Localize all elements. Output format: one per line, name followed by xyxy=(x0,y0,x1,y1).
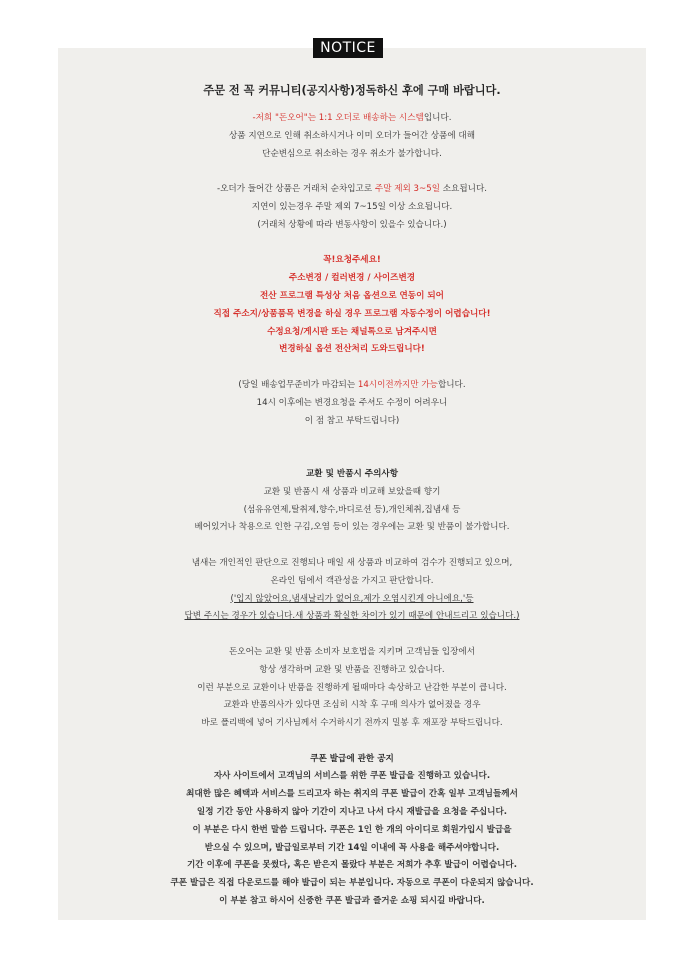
request-notice-line: 전산 프로그램 특성상 처음 옵션으로 연동이 되어 xyxy=(260,290,444,301)
deadline-line xyxy=(58,377,646,395)
request-notice-line: 꼭!요청주세요! xyxy=(323,255,381,266)
deadline-line: 14시 이후에는 변경요청을 주셔도 수정이 어려우니 xyxy=(256,397,448,408)
exchange-section-title: 교환 및 반품시 주의사항 xyxy=(306,468,398,479)
exchange-line: (섬유유연제,탈취제,향수,바디로션 등),개인체취,집냄새 등 xyxy=(243,504,461,515)
exchange-line: 항상 생각하며 교환 및 반품을 진행하고 있습니다. xyxy=(259,664,445,675)
exchange-line: 냄새는 개인적인 판단으로 진행되나 매일 새 상품과 비교하여 검수가 진행되고 있으며, xyxy=(191,557,513,568)
delivery-time-line xyxy=(58,181,646,199)
notice-badge: NOTICE xyxy=(313,38,383,58)
delivery-delay-line: 지연이 있는경우 주말 제외 7~15일 이상 소요됩니다. xyxy=(251,201,453,212)
exchange-line: 베어있거나 착용으로 인한 구김,오염 등이 있는 경우에는 교환 및 반품이 불가합니다. xyxy=(194,522,510,533)
notice-content xyxy=(58,82,646,911)
notice-panel xyxy=(58,48,646,920)
exchange-line: 이런 부분으로 교환이나 반품을 진행하게 될때마다 속상하고 난감한 부분이 큽니다. xyxy=(197,682,507,693)
coupon-line: 기간 이후에 쿠폰을 못썼다, 혹은 받은지 몰랐다 부분은 저희가 추후 발급이 어렵습니다. xyxy=(187,860,517,871)
exchange-line: 온라인 팀에서 객관성을 가지고 판단합니다. xyxy=(270,575,434,586)
exchange-line: 교환과 반품의사가 있다면 조심히 시착 후 구매 의사가 없어졌을 경우 xyxy=(223,700,481,711)
coupon-line: 받으실 수 있으며, 발급일로부터 기간 14일 이내에 꼭 사용을 해주셔야합니다. xyxy=(204,842,500,853)
request-notice-line: 직접 주소지/상품품목 변경을 하실 경우 프로그램 자동수정이 어렵습니다! xyxy=(213,308,491,319)
delivery-time-text: 소요됩니다. xyxy=(440,184,487,195)
delivery-time-highlight: 주말 제외 3~5일 xyxy=(374,184,440,195)
coupon-section-title: 쿠폰 발급에 관한 공지 xyxy=(310,753,394,764)
coupon-line: 쿠폰 발급은 직접 다운로드를 해야 발급이 되는 부분입니다. 자동으로 쿠폰이 다운되지 않습니다. xyxy=(170,878,534,889)
cancel-policy-line: 상품 지연으로 인해 취소하시거나 이미 오더가 들어간 상품에 대해 xyxy=(229,130,475,141)
notice-headline: 주문 전 꼭 커뮤니티(공지사항)정독하신 후에 구매 바랍니다. xyxy=(203,84,501,97)
exchange-line: 교환 및 반품시 새 상품과 비교해 보았을때 향기 xyxy=(263,486,441,497)
deadline-highlight: 14시이전까지만 가능 xyxy=(357,379,438,390)
system-notice-highlight: -저희 "돈오어"는 1:1 오더로 배송하는 시스템 xyxy=(252,113,424,123)
coupon-line: 이 부분은 다시 한번 말씀 드립니다. 쿠폰은 1인 한 개의 아이디로 회원가입시 발급을 xyxy=(192,824,512,835)
request-notice-line: 주소변경 / 컬러변경 / 사이즈변경 xyxy=(288,273,416,284)
deadline-text: (당일 배송업무준비가 마감되는 xyxy=(238,379,358,390)
request-notice-line: 수정요청/게시판 또는 채널톡으로 남겨주시면 xyxy=(267,326,437,337)
exchange-underlined-line: ('입지 않았어요,냄새날리가 없어요,제가 오염시킨게 아니에요,'등 xyxy=(230,593,474,604)
deadline-text: 합니다. xyxy=(437,379,466,390)
coupon-line: 자사 사이트에서 고객님의 서비스를 위한 쿠폰 발급을 진행하고 있습니다. xyxy=(213,771,491,782)
cancel-policy-line: 단순변심으로 취소하는 경우 취소가 불가합니다. xyxy=(262,148,442,159)
system-notice-line xyxy=(58,110,646,128)
request-notice-line: 변경하실 옵션 전산처리 도와드립니다! xyxy=(279,344,425,355)
exchange-line: 돈오어는 교환 및 반품 소비자 보호법을 지키며 고객님들 입장에서 xyxy=(229,646,475,657)
deadline-line: 이 점 참고 부탁드립니다) xyxy=(304,415,400,426)
system-notice-tail: 입니다. xyxy=(423,113,452,123)
coupon-line: 이 부분 참고 하시어 신중한 쿠폰 발급과 즐거운 쇼핑 되시길 바랍니다. xyxy=(219,896,485,907)
exchange-underlined-line: 답변 주시는 경우가 있습니다.새 상품과 확실한 차이가 있기 때문에 안내드리고 있습니다.) xyxy=(184,611,520,622)
coupon-line: 최대한 많은 혜택과 서비스를 드리고자 하는 취지의 쿠폰 발급이 간혹 일부 고객님들께서 xyxy=(186,789,518,800)
coupon-line: 일정 기간 동안 사용하지 않아 기간이 지나고 나서 다시 재발급을 요청을 주십니다. xyxy=(196,807,508,818)
exchange-line: 바로 폴리백에 넣어 기사님께서 수거하시기 전까지 밀봉 후 재포장 부탁드립니다. xyxy=(201,718,503,729)
delivery-time-text: -오더가 들어간 상품은 거래처 순차입고로 xyxy=(217,184,375,195)
delivery-note-line: (거래처 상황에 따라 변동사항이 있을수 있습니다.) xyxy=(257,219,447,230)
